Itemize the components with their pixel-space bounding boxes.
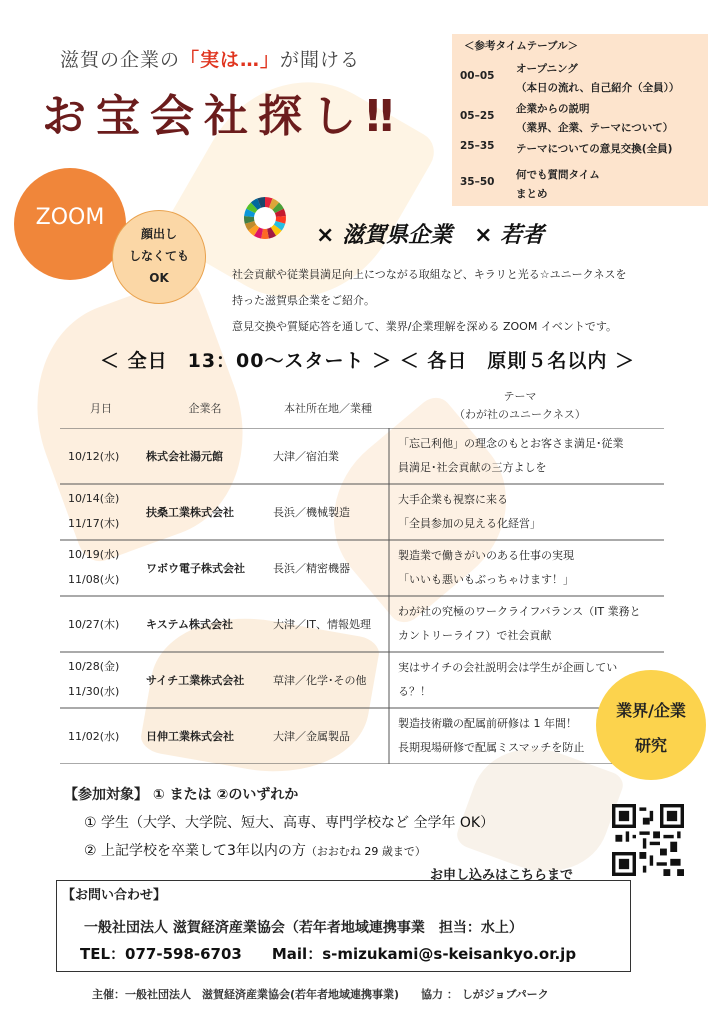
timetable-box (452, 34, 708, 206)
row-theme: カントリーライフ）で社会貢献 (398, 629, 552, 642)
row-date: 10/27(木) (68, 618, 120, 631)
page-title: お宝会社探し‼ (42, 91, 404, 142)
row-theme: 「全員参加の見える化経営」 (398, 517, 541, 530)
badge-line: 業界/企業 (616, 701, 686, 720)
timetable-time: 00–05 (460, 70, 495, 82)
badge-line: 顔出し (140, 227, 177, 241)
row-company: ワボウ電子株式会社 (146, 562, 245, 575)
timetable-time: 25–35 (460, 140, 495, 152)
target-item-2 (84, 840, 426, 860)
event-schedule: ＜ 全日 13：00～スタート ＞ ＜ 各日 原則５名以内 ＞ (100, 350, 635, 372)
row-date: 10/28(金) (68, 660, 120, 673)
catch-post: が聞ける (280, 49, 361, 71)
intro-line: 意見交換や質疑応答を通して、業界/企業理解を深める ZOOM イベントです。 (232, 320, 617, 333)
timetable-time: 05–25 (460, 110, 495, 122)
header-location: 本社所在地／業種 (284, 402, 372, 415)
row-theme: 長期現場研修で配属ミスマッチを防止 (398, 741, 585, 754)
header-theme-sub: （わが社のユニークネス） (454, 408, 586, 421)
row-theme: 製造業で働きがいのある仕事の実現 (398, 549, 574, 562)
row-theme: 「いいも悪いもぶっちゃけます！」 (398, 573, 574, 586)
timetable-text: 何でも質問タイム (516, 169, 600, 181)
row-theme: 「忘己利他」の理念のもとお客さま満足･従業 (398, 437, 624, 450)
timetable-text: テーマについての意見交換(全員) (516, 143, 673, 155)
row-company: 扶桑工業株式会社 (146, 506, 234, 519)
row-location: 大津／IT、情報処理 (273, 618, 371, 631)
badge-line: 研究 (634, 736, 667, 755)
header-date: 月日 (90, 402, 112, 415)
row-date: 10/14(金) (68, 492, 120, 505)
row-company: キステム株式会社 (146, 618, 234, 631)
slogan: × 滋賀県企業 × 若者 (316, 223, 545, 248)
intro-line: 社会貢献や従業員満足向上につながる取組など、キラリと光る☆ユニークネスを (232, 268, 627, 281)
row-date: 10/12(水) (68, 450, 120, 463)
target-item-2-main: ② 上記学校を卒業して3年以内の方 (84, 843, 306, 859)
timetable-heading: ＜参考タイムテーブル＞ (464, 40, 579, 52)
qr-code-icon[interactable] (612, 804, 684, 876)
catch-copy (60, 45, 360, 72)
row-location: 長浜／機械製造 (273, 506, 350, 519)
row-date: 11/30(水) (68, 685, 120, 698)
row-theme: わが社の究極のワークライフバランス（IT 業務と (398, 605, 641, 618)
badge-line: しなくても (128, 249, 189, 263)
row-location: 大津／金属製品 (273, 730, 350, 743)
timetable-time: 35–50 (460, 176, 495, 188)
industry-research-badge (596, 670, 706, 780)
row-theme: 大手企業も視察に来る (398, 493, 508, 506)
timetable-text: 企業からの説明 (516, 103, 590, 115)
footer-organizer: 主催：一般社団法人 滋賀経済産業協会(若年者地域連携事業) 協力 ： しがジョブパーク (92, 988, 549, 1001)
contact-tel-mail[interactable]: TEL：077-598-6703 Mail：s-mizukami@s-keisankyo.or.jp (80, 945, 577, 963)
row-theme: 実はサイチの会社説明会は学生が企画してい (398, 661, 618, 674)
row-theme: 員満足･社会貢献の三方よしを (398, 461, 547, 474)
row-date: 10/19(水) (68, 548, 120, 561)
sdgs-wheel-icon (243, 196, 287, 240)
apply-note: お申し込みはこちらまで (430, 868, 574, 883)
timetable-text: （業界、企業、テーマについて） (516, 122, 674, 134)
catch-highlight: 「実は…」 (180, 49, 281, 71)
catch-pre: 滋賀の企業の (60, 49, 181, 71)
timetable-text: オープニング (516, 63, 578, 75)
row-date: 11/08(火) (68, 573, 120, 586)
intro-line: 持った滋賀県企業をご紹介。 (232, 294, 375, 307)
no-camera-badge (112, 210, 206, 304)
target-title: 【参加対象】 ① または ②のいずれか (64, 787, 299, 803)
row-date: 11/02(水) (68, 730, 120, 743)
row-company: 株式会社湯元館 (146, 450, 223, 463)
contact-title: 【お問い合わせ】 (62, 888, 167, 903)
target-item-1: ① 学生（大学、大学院、短大、高専、専門学校など 全学年 OK） (84, 815, 495, 831)
row-location: 長浜／精密機器 (273, 562, 350, 575)
row-date: 11/17(木) (68, 517, 120, 530)
zoom-badge: ZOOM (14, 168, 126, 280)
row-theme: る？！ (398, 685, 431, 698)
header-company: 企業名 (188, 402, 222, 415)
header-theme: テーマ (503, 390, 537, 403)
row-company: 日伸工業株式会社 (146, 730, 234, 743)
row-location: 草津／化学･その他 (273, 674, 367, 687)
badge-line: OK (149, 271, 169, 285)
target-item-2-note: （おおむね 29 歳まで） (305, 845, 426, 858)
row-theme: 製造技術職の配属前研修は 1 年間！ (398, 717, 577, 730)
timetable-text: まとめ (516, 188, 548, 200)
row-company: サイチ工業株式会社 (146, 674, 245, 687)
timetable-text: （本日の流れ、自己紹介（全員）） (516, 82, 680, 94)
row-location: 大津／宿泊業 (273, 450, 339, 463)
contact-org: 一般社団法人 滋賀経済産業協会（若年者地域連携事業 担当：水上） (84, 920, 523, 936)
